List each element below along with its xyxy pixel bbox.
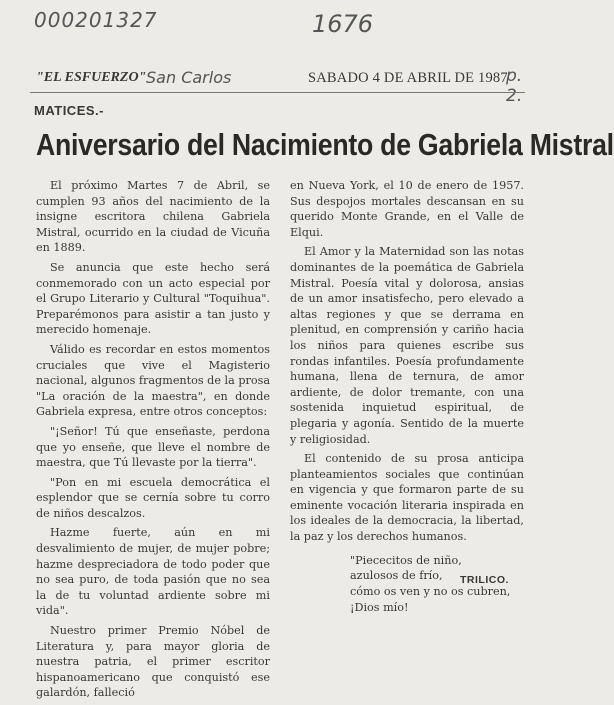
handwritten-catalog-number: 000201327 [34, 8, 158, 32]
masthead [36, 66, 526, 106]
issue-date: SABADO 4 DE ABRIL DE 1987 [308, 69, 508, 86]
poem-line: "Piececitos de niño, [350, 553, 462, 567]
handwritten-page-mark: p. 2. [506, 66, 523, 106]
paragraph: Se anuncia que este hecho será conmemorado con un acto especial por el Grupo Literario y Cultural "Toquihua". Preparémonos para asistir a tan justo y merecido homenaje. [36, 260, 270, 337]
paragraph: El Amor y la Maternidad son las notas dominantes de la poemática de Gabriela Mistral. Poesía vital y dolorosa, ansias de un amor insatisfecho, pero elevado a altas regiones y que se derrama en plenitud, en comprensión y cariño hacia los niños para quienes escribe sus rondas infantiles. Poesía profundamente humana, llena de ternura, de amor ardiente, de dolor tremante, con una sostenida inquietud espiritual, de plegaria y agonía. Sentido de la muerte y religiosidad. [290, 245, 524, 446]
author-signature: TRILICO. [460, 574, 509, 586]
right-column [290, 178, 524, 616]
paragraph: El próximo Martes 7 de Abril, se cumplen 93 años del nacimiento de la insigne escritora chilena Gabriela Mistral, ocurrido en la ciudad de Vicuña en 1889. [36, 179, 270, 255]
section-label: MATICES.- [34, 103, 104, 118]
paragraph: El contenido de su prosa anticipa planteamientos sociales que continúan en vigencia y que formaron parte de su eminente vocación literaria inspirada en los ideales de la democracia, la libertad, la paz y los derechos humanos. [290, 452, 524, 544]
paragraph: "Pon en mi escuela democrática el esplendor que se cernía sobre tu corro de niños descalzos. [36, 475, 270, 520]
poem-line: azulosos de frío, [350, 569, 443, 583]
poem-line: ¡Dios mío! [350, 601, 409, 615]
paragraph: "¡Señor! Tú que enseñaste, perdona que yo enseñe, que lleve el nombre de maestra, que Tú llevaste por la tierra". [36, 424, 270, 470]
poem-line: cómo os ven y no os cubren, [350, 585, 511, 599]
paragraph: en Nueva York, el 10 de enero de 1957. Sus despojos mortales descansan en su querido Monte Grande, en el Valle de Elqui. [290, 179, 524, 239]
handwritten-place: San Carlos [146, 68, 232, 87]
handwritten-ref-number: 1676 [312, 10, 374, 38]
publication-name: "EL ESFUERZO" [36, 70, 147, 85]
paragraph: Nuestro primer Premio Nóbel de Literatura y, para mayor gloria de nuestra patria, el primer escritor hispanoamericano que conquistó ese galardón, falleció [36, 624, 270, 700]
paragraph: Válido es recordar en estos momentos cruciales que vive el Magisterio nacional, algunos fragmentos de la prosa "La oración de la maestra", en donde Gabriela expresa, entre otros conceptos: [36, 342, 270, 419]
headline: Aniversario del Nacimiento de Gabriela Mistral [36, 127, 614, 162]
left-column [36, 178, 270, 705]
masthead-rule [30, 92, 525, 93]
paragraph: Hazme fuerte, aún en mi desvalimiento de mujer, de mujer pobre; hazme despreciadora de todo poder que no sea puro, de toda pasión que no sea la de tu voluntad ardiente sobre mi vida". [36, 526, 270, 618]
